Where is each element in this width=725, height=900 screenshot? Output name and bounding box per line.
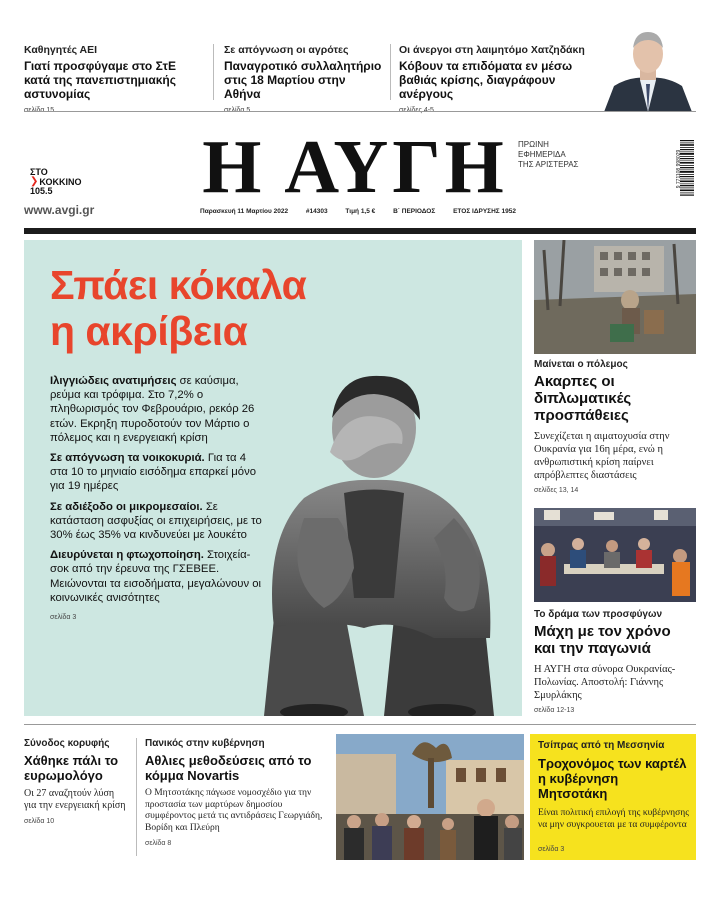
radio-logo-line1: ΣΤΟ bbox=[30, 167, 48, 177]
radio-logo[interactable] bbox=[30, 168, 100, 196]
tagline-line: ΠΡΩΙΝΗ bbox=[518, 140, 549, 149]
main-headline bbox=[50, 262, 306, 354]
right-story-kicker: Το δράμα των προσφύγων bbox=[534, 609, 663, 620]
refugees-photo bbox=[534, 508, 696, 602]
main-bullet bbox=[50, 548, 266, 605]
top-teaser-3[interactable] bbox=[399, 44, 599, 114]
main-bullet-lead: Διευρύνεται η φτωχοποίηση. bbox=[50, 549, 204, 562]
right-story-page: σελίδα 12-13 bbox=[534, 707, 575, 714]
bottom-story-2[interactable] bbox=[145, 738, 325, 847]
top-teaser-headline: Κόβουν τα επιδόματα εν μέσω βαθιάς κρίσης, διαγράφουν ανέργους bbox=[399, 59, 573, 101]
main-bullet-text: Για τα 4 στα 10 το μηνιαίο εισόδημα επαρκεί μόνο για 19 ημέρες bbox=[50, 452, 257, 493]
top-teaser-kicker: Καθηγητές ΑΕΙ bbox=[24, 44, 98, 56]
right-story-headline: Ακαρπες οι διπλωματικές προσπάθειες bbox=[534, 373, 632, 424]
bottom-story-kicker: Πανικός στην κυβέρνηση bbox=[145, 738, 265, 749]
main-bullet-lead: Σε αδιέξοδο οι μικρομεσαίοι. bbox=[50, 500, 203, 513]
main-headline-line: Σπάει κόκαλα bbox=[50, 262, 307, 308]
war-ruins-photo bbox=[534, 240, 696, 354]
main-bullet-text: Σε κατάσταση ασφυξίας οι επιχειρήσεις, με το 30% έως 35% να κινδυνεύει με λουκέτο bbox=[50, 500, 262, 542]
main-headline-line: η ακρίβεια bbox=[50, 308, 248, 354]
bottom-story-headline: Τροχονόμος των καρτέλ η κυβέρνηση Μητσοτάκη bbox=[538, 756, 687, 801]
main-bullet-lead: Ιλιγγιώδεις ανατιμήσεις bbox=[50, 375, 177, 387]
main-bullets bbox=[50, 374, 266, 625]
right-story-headline: Μάχη με τον χρόνο και την παγωνιά bbox=[534, 623, 671, 657]
divider bbox=[390, 44, 391, 100]
top-teaser-kicker: Οι άνεργοι στη λαιμητόμο Χατζηδάκη bbox=[399, 44, 585, 56]
bottom-story-kicker: Τσίπρας από τη Μεσσηνία bbox=[538, 740, 665, 751]
right-story-page: σελίδες 13, 14 bbox=[534, 487, 579, 494]
tagline-line: ΤΗΣ ΑΡΙΣΤΕΡΑΣ bbox=[518, 160, 579, 169]
radio-frequency: 105.5 bbox=[30, 186, 53, 196]
radio-arrow-icon: ❯ bbox=[30, 176, 39, 187]
right-story-1[interactable] bbox=[534, 359, 696, 494]
main-story[interactable] bbox=[24, 240, 522, 716]
top-teaser-kicker: Σε απόγνωση οι αγρότες bbox=[224, 44, 349, 56]
bottom-story-body: Είναι πολιτική επιλογή της κυβέρνησης να μην συγκρουεται με τα συμφέροντα bbox=[538, 808, 689, 830]
main-bullet bbox=[50, 374, 266, 445]
issue-number: #14303 bbox=[305, 208, 328, 215]
bottom-story-3[interactable] bbox=[530, 734, 696, 860]
top-teaser-2[interactable] bbox=[224, 44, 384, 114]
divider bbox=[24, 111, 696, 112]
main-bullet-lead: Σε απόγνωση τα νοικοκυριά. bbox=[50, 452, 205, 465]
divider bbox=[24, 724, 696, 725]
masthead-rule bbox=[24, 228, 696, 234]
bottom-story-page: σελίδα 8 bbox=[145, 840, 172, 847]
tagline bbox=[518, 140, 578, 170]
barcode-number: 9 771108 998029 bbox=[676, 149, 682, 189]
barcode bbox=[672, 140, 698, 202]
right-story-body: Η ΑΥΓΗ στα σύνορα Ουκρανίας-Πολωνίας. Αποστολή: Γιάννης Σμυρλάκης bbox=[534, 664, 676, 701]
top-teaser-1[interactable] bbox=[24, 44, 204, 114]
bottom-story-1[interactable] bbox=[24, 738, 128, 825]
issue-date: Παρασκευή 11 Μαρτίου 2022 bbox=[200, 208, 289, 215]
main-bullet-text: Στοιχεία-σοκ από την έρευνα της ΓΣΕΒΕΕ. Μειώνονται τα εισοδήματα, μεγαλώνουν οι κοινωνικές ανισότητες bbox=[50, 549, 262, 604]
right-story-body: Συνεχίζεται η αιματοχυσία στην Ουκρανία για 16η μέρα, ενώ η ανθρωπιστική κρίση παίρνει απρόβλεπτες διαστάσεις bbox=[534, 431, 670, 481]
bottom-story-body: Ο Μητσοτάκης πάγωσε νομοσχέδιο για την προστασία των μαρτύρων δημοσίου συμφέροντος μετά τις αντιδράσεις Γεωργιάδη, Βορίδη και Πλεύρη bbox=[145, 788, 323, 833]
dateline bbox=[200, 208, 516, 215]
main-bullet bbox=[50, 500, 266, 543]
divider bbox=[213, 44, 214, 100]
website-link[interactable]: www.avgi.gr bbox=[24, 203, 95, 217]
distressed-man-photo bbox=[234, 368, 522, 716]
bottom-story-page: σελίδα 10 bbox=[24, 818, 55, 825]
newspaper-title: Η ΑΥΓΗ bbox=[202, 125, 508, 209]
issue-price: Τιμή 1,5 € bbox=[345, 208, 376, 215]
bottom-story-body: Οι 27 αναζητούν λύση για την ενεργειακή κρίση bbox=[24, 788, 126, 811]
main-page-ref: σελίδα 3 bbox=[50, 614, 77, 622]
bottom-story-headline: Αθλιες μεθοδεύσεις από το κόμμα Novartis bbox=[145, 753, 312, 783]
bottom-story-page: σελίδα 3 bbox=[538, 846, 565, 853]
tsipras-rally-photo bbox=[336, 734, 524, 860]
bottom-story-headline: Χάθηκε πάλι το ευρωμολόγο bbox=[24, 753, 119, 783]
bottom-story-kicker: Σύνοδος κορυφής bbox=[24, 738, 110, 749]
right-story-2[interactable] bbox=[534, 609, 696, 714]
issue-period: Β΄ ΠΕΡΙΟΔΟΣ bbox=[393, 208, 436, 215]
main-bullet bbox=[50, 451, 266, 494]
divider bbox=[136, 738, 137, 856]
tagline-line: ΕΦΗΜΕΡΙΔΑ bbox=[518, 150, 566, 159]
main-bullet-text: σε καύσιμα, ρεύμα και τρόφιμα. Στο 7,2% ο πληθωρισμός τον Φεβρουάριο, ρεκόρ 26 ετών. Εκρηξη πυροδοτούν τον Μάρτιο ο πόλεμος και η ενεργειακή κρίση bbox=[50, 375, 255, 444]
right-story-kicker: Μαίνεται ο πόλεμος bbox=[534, 359, 628, 370]
minister-portrait-photo bbox=[600, 22, 696, 112]
top-teaser-headline: Γιατί προσφύγαμε στο ΣτΕ κατά της πανεπιστημιακής αστυνομίας bbox=[24, 59, 176, 101]
top-teaser-headline: Παναγροτικό συλλαλητήριο στις 18 Μαρτίου στην Αθήνα bbox=[224, 59, 382, 101]
founding-year: ΕΤΟΣ ΙΔΡΥΣΗΣ 1952 bbox=[453, 208, 516, 215]
radio-logo-line2: ΚΟΚΚΙΝΟ bbox=[39, 177, 82, 187]
